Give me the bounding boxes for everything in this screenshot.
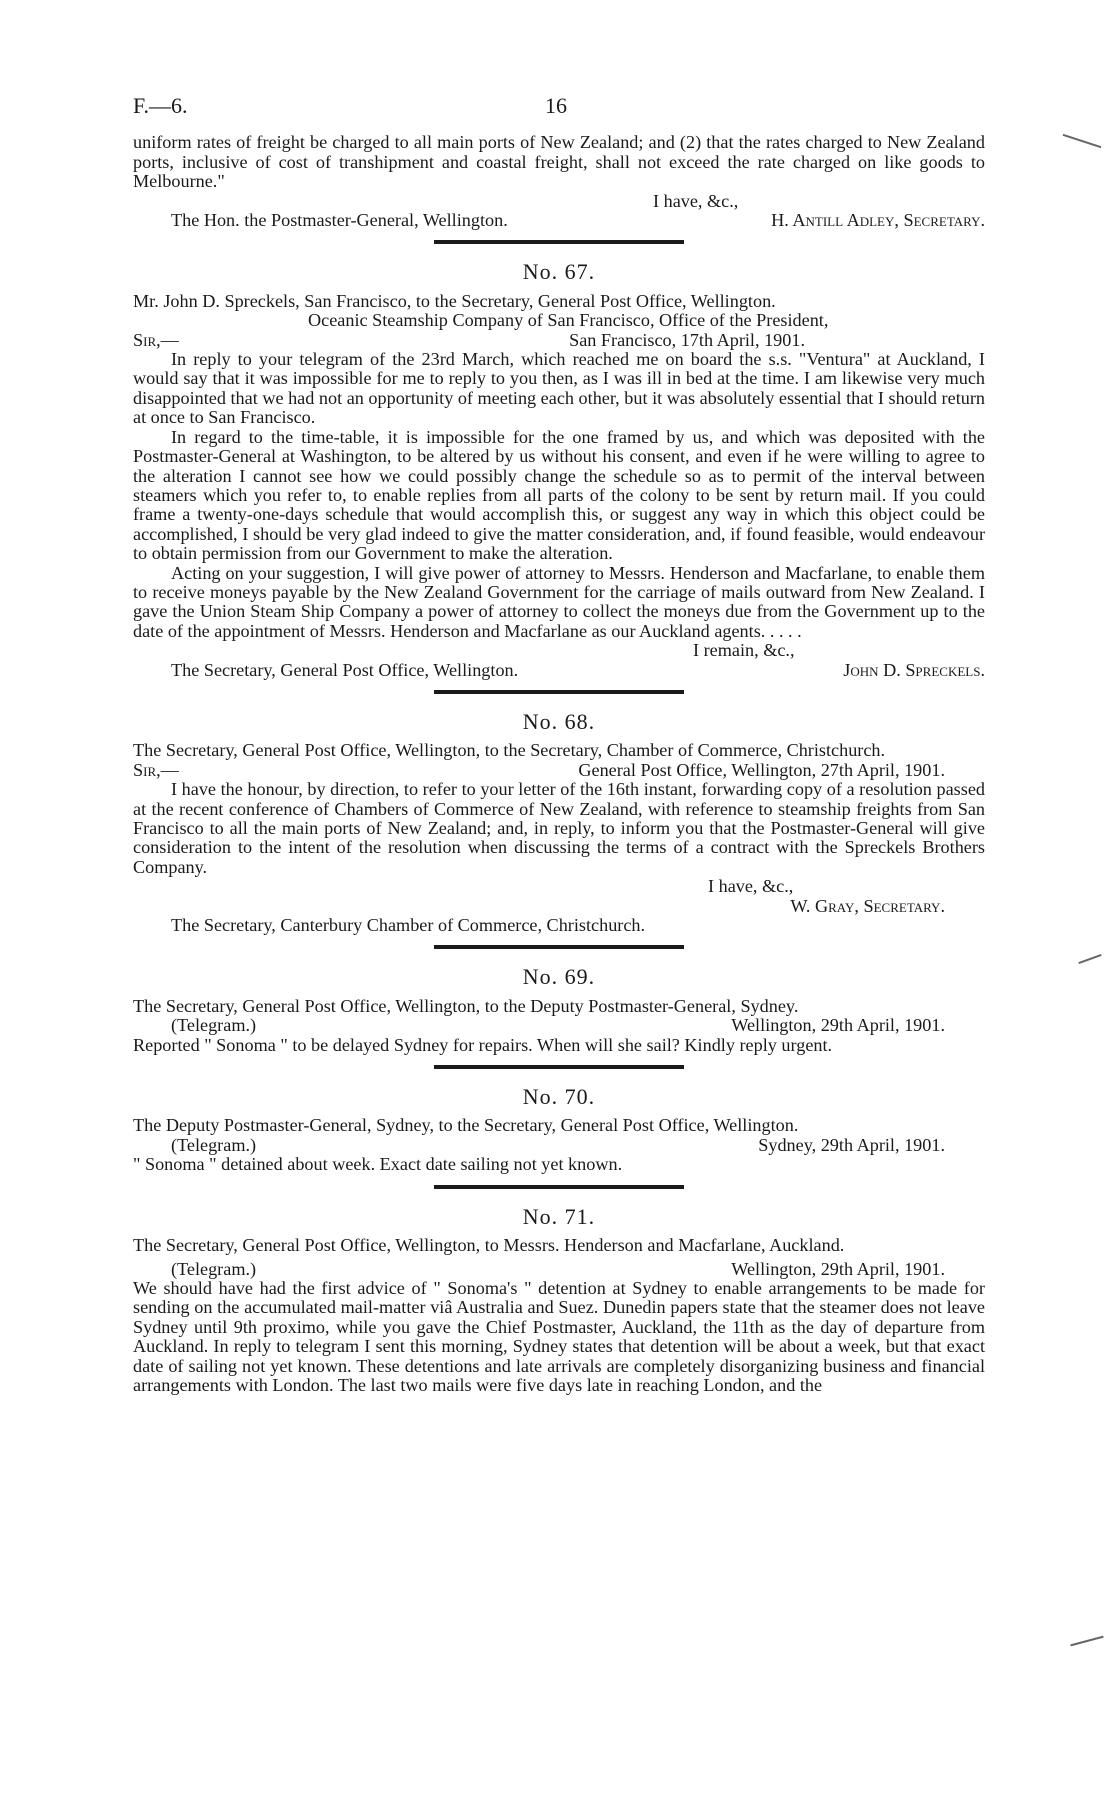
letter-number-68: No. 68. [522, 708, 596, 734]
section-divider [434, 240, 684, 244]
letter-number-67: No. 67. [522, 259, 596, 285]
letter-68-closing: I have, &c., [708, 876, 794, 897]
letter-70-heading: The Deputy Postmaster-General, Sydney, to the Secretary, General Post Office, Wellington. [133, 1115, 799, 1136]
letter-70-date: Sydney, 29th April, 1901. [758, 1134, 945, 1155]
section-divider [434, 1185, 684, 1189]
letter-69-body: Reported " Sonoma " to be delayed Sydney for repairs. When will she sail? Kindly reply urgent. [133, 1034, 833, 1055]
letter-69-heading: The Secretary, General Post Office, Wellington, to the Deputy Postmaster-General, Sydney. [133, 995, 799, 1016]
section-divider [434, 1065, 684, 1069]
letter-70-body: " Sonoma " detained about week. Exact date sailing not yet known. [133, 1154, 623, 1175]
letter-70-telegram-label: (Telegram.) [171, 1134, 257, 1155]
opening-closing: I have, &c., [653, 190, 739, 211]
document-page [133, 93, 985, 1395]
letter-67-signature: John D. Spreckels. [843, 659, 985, 680]
letter-68-date: General Post Office, Wellington, 27th April, 1901. [578, 759, 945, 780]
letter-67-heading: Mr. John D. Spreckels, San Francisco, to the Secretary, General Post Office, Wellington. [133, 290, 776, 311]
letter-67-closing: I remain, &c., [693, 640, 795, 661]
opening-signature: H. Antill Adley, Secretary. [771, 210, 985, 231]
letter-71-telegram-label: (Telegram.) [171, 1258, 257, 1279]
letter-69-date: Wellington, 29th April, 1901. [731, 1015, 945, 1036]
letter-71-heading: The Secretary, General Post Office, Wellington, to Messrs. Henderson and Macfarlane, Auckland. [133, 1235, 845, 1256]
letter-67-addressee: The Secretary, General Post Office, Wellington. [171, 659, 519, 680]
letter-67-origin: Oceanic Steamship Company of San Francisco, Office of the President, [308, 310, 829, 331]
margin-mark [1063, 134, 1102, 148]
letter-67-paragraph-3: Acting on your suggestion, I will give power of attorney to Messrs. Henderson and Macfarlane, to enable them to receive moneys payable by the New Zealand Government for the carriage of mails outward from New Zealand. I gave the Union Steam Ship Company a power of attorney to collect the moneys due from the Government up to the date of the appointment of Messrs. Henderson and Macfarlane as our Auckland agents. . . . . [133, 562, 985, 641]
section-divider [434, 690, 684, 694]
letter-69-telegram-label: (Telegram.) [171, 1015, 257, 1036]
letter-number-69: No. 69. [522, 964, 596, 990]
opening-addressee: The Hon. the Postmaster-General, Wellington. [171, 210, 508, 231]
page-number: 16 [545, 93, 567, 118]
letter-67-date: San Francisco, 17th April, 1901. [569, 329, 805, 350]
letter-67-paragraph-1: In reply to your telegram of the 23rd March, which reached me on board the s.s. "Ventura" at Auckland, I would say that it was impossible for me to reply to you then, as I was ill in bed at the time. I am likewise very much disappointed that we had not an opportunity of meeting each other, but it was absolutely essential that I should return at once to San Francisco. [133, 349, 985, 428]
letter-68-heading: The Secretary, General Post Office, Wellington, to the Secretary, Chamber of Commerce, Christchurch. [133, 740, 886, 761]
letter-67-paragraph-2: In regard to the time-table, it is impossible for the one framed by us, and which was deposited with the Postmaster-General at Washington, to be altered by us without his consent, and even if he were willing to agree to the alteration I cannot see how we could possibly change the schedule so as to permit of the interval between steamers which you refer to, to enable replies from all parts of the colony to be sent by return mail. If you could frame a twenty-one-days schedule that would accomplish this, or suggest any way in which this object could be accomplished, I should be very glad indeed to give the matter consideration, and, if found feasible, would endeavour to obtain permission from our Government to make the alteration. [133, 426, 985, 564]
margin-mark [1078, 954, 1101, 964]
page-header [133, 93, 985, 118]
letter-68-paragraph-1: I have the honour, by direction, to refer to your letter of the 16th instant, forwarding copy of a resolution passed at the recent conference of Chambers of Commerce of New Zealand, with reference to steamship freights from San Francisco to all the main ports of New Zealand; and, in reply, to inform you that the Postmaster-General will give consideration to the intent of the resolution when discussing the terms of a contract with the Spreckels Brothers Company. [133, 779, 985, 877]
letter-67-salutation: Sir,— [133, 329, 179, 350]
opening-paragraph: uniform rates of freight be charged to all main ports of New Zealand; and (2) that the rates charged to New Zealand ports, inclusive of cost of transhipment and coastal freight, shall not exceed the rate charged on like goods to Melbourne." [133, 132, 985, 192]
letter-number-71: No. 71. [522, 1203, 596, 1229]
margin-mark [1070, 1636, 1103, 1647]
letter-71-body: We should have had the first advice of " Sonoma's " detention at Sydney to enable arrangements to be made for sending on the accumulated mail-matter viâ Australia and Suez. Dunedin papers state that the steamer does not leave Sydney until 9th proximo, while you gave the Chief Postmaster, Auckland, the 11th as the day of departure from Auckland. In reply to telegram I sent this morning, Sydney states that detention will be about a week, but that exact date of sailing not yet known. These detentions and late arrivals are completely disorganizing business and financial arrangements with London. The last two mails were five days late in reaching London, and the [133, 1277, 985, 1395]
letter-68-signature: W. Gray, Secretary. [790, 895, 945, 916]
letter-68-salutation: Sir,— [133, 759, 179, 780]
letter-68-addressee: The Secretary, Canterbury Chamber of Commerce, Christchurch. [171, 915, 646, 936]
letter-number-70: No. 70. [522, 1084, 596, 1110]
letter-71-date: Wellington, 29th April, 1901. [731, 1258, 945, 1279]
document-reference: F.—6. [133, 93, 188, 118]
section-divider [434, 945, 684, 949]
